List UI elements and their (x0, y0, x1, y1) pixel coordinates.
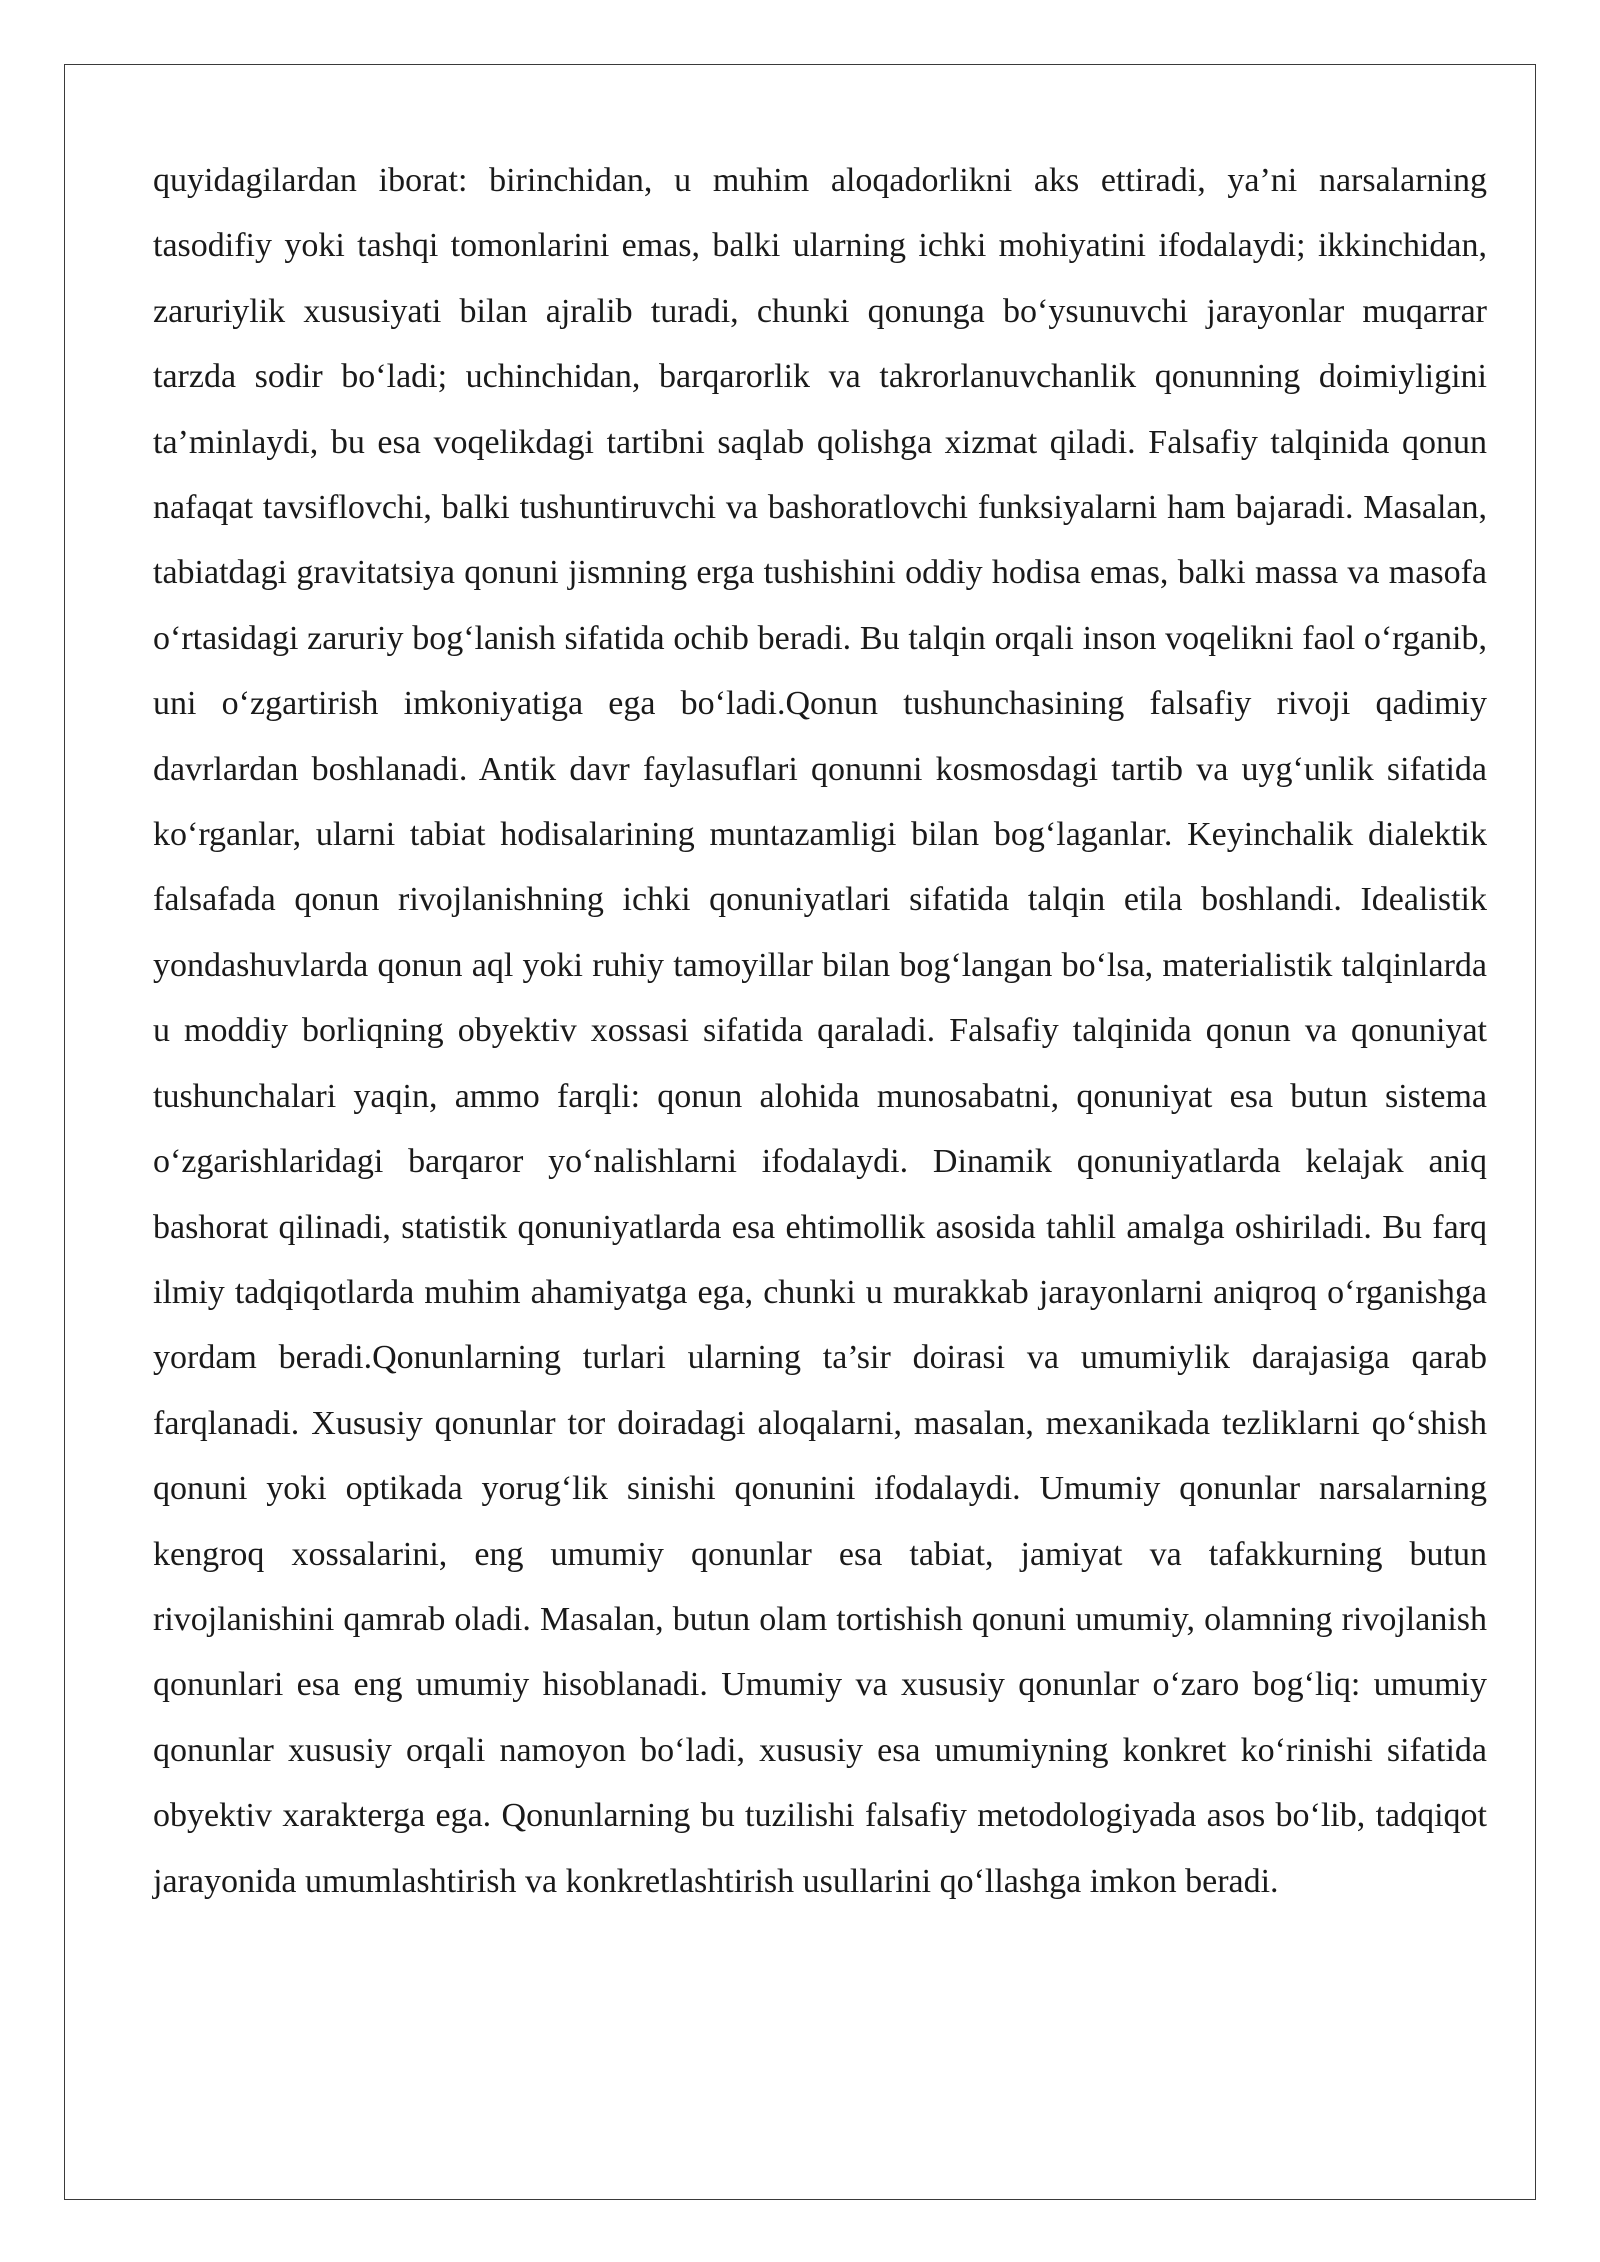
body-paragraph: quyidagilardan iborat: birinchidan, u muhim aloqadorlikni aks ettiradi, ya’ni narsalarning tasodifiy yoki tashqi tomonlarini emas, balki ularning ichki mohiyatini ifodalaydi; ikkinchidan, zaruriylik xususiyati bilan ajralib turadi, chunki qonunga bo‘ysunuvchi jarayonlar muqarrar tarzda sodir bo‘ladi; uchinchidan, barqarorlik va takrorlanuvchanlik qonunning doimiyligini ta’minlaydi, bu esa voqelikdagi tartibni saqlab qolishga xizmat qiladi. Falsafiy talqinida qonun nafaqat tavsiflovchi, balki tushuntiruvchi va bashoratlovchi funksiyalarni ham bajaradi. Masalan, tabiatdagi gravitatsiya qonuni jismning erga tushishini oddiy hodisa emas, balki massa va masofa o‘rtasidagi zaruriy bog‘lanish sifatida ochib beradi. Bu talqin orqali inson voqelikni faol o‘rganib, uni o‘zgartirish imkoniyatiga ega bo‘ladi.Qonun tushunchasining falsafiy rivoji qadimiy davrlardan boshlanadi. Antik davr faylasuflari qonunni kosmosdagi tartib va uyg‘unlik sifatida ko‘rganlar, ularni tabiat hodisalarining muntazamligi bilan bog‘laganlar. Keyinchalik dialektik falsafada qonun rivojlanishning ichki qonuniyatlari sifatida talqin etila boshlandi. Idealistik yondashuvlarda qonun aql yoki ruhiy tamoyillar bilan bog‘langan bo‘lsa, materialistik talqinlarda u moddiy borliqning obyektiv xossasi sifatida qaraladi. Falsafiy talqinida qonun va qonuniyat tushunchalari yaqin, ammo farqli: qonun alohida munosabatni, qonuniyat esa butun sistema o‘zgarishlaridagi barqaror yo‘nalishlarni ifodalaydi. Dinamik qonuniyatlarda kelajak aniq bashorat qilinadi, statistik qonuniyatlarda esa ehtimollik asosida tahlil amalga oshiriladi. Bu farq ilmiy tadqiqotlarda muhim ahamiyatga ega, chunki u murakkab jarayonlarni aniqroq o‘rganishga yordam beradi.Qonunlarning turlari ularning ta’sir doirasi va umumiylik darajasiga qarab farqlanadi. Xususiy qonunlar tor doiradagi aloqalarni, masalan, mexanikada tezliklarni qo‘shish qonuni yoki optikada yorug‘lik sinishi qonunini ifodalaydi. Umumiy qonunlar narsalarning kengroq xossalarini, eng umumiy qonunlar esa tabiat, jamiyat va tafakkurning butun rivojlanishini qamrab oladi. Masalan, butun olam tortishish qonuni umumiy, olamning rivojlanish qonunlari esa eng umumiy hisoblanadi. Umumiy va xususiy qonunlar o‘zaro bog‘liq: umumiy qonunlar xususiy orqali namoyon bo‘ladi, xususiy esa umumiyning konkret ko‘rinishi sifatida obyektiv xarakterga ega. Qonunlarning bu tuzilishi falsafiy metodologiyada asos bo‘lib, tadqiqot jarayonida umumlashtirish va konkretlashtirish usullarini qo‘llashga imkon beradi. (153, 162, 1487, 1900)
